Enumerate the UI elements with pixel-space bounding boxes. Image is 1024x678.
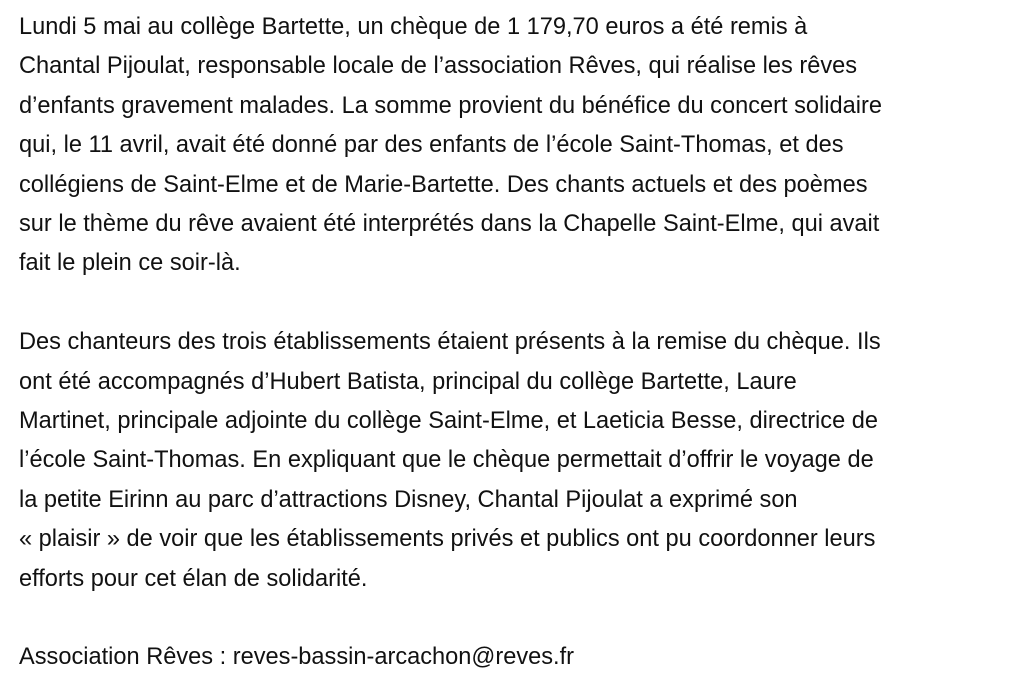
- text-line: Martinet, principale adjointe du collège Saint-Elme, et Laeticia Besse, directrice de: [19, 408, 879, 435]
- contact-line: Association Rêves : reves-bassin-arcachon@reves.fr: [19, 644, 575, 671]
- text-line: sur le thème du rêve avaient été interprétés dans la Chapelle Saint-Elme, qui avait: [19, 211, 880, 238]
- paragraph-attendees: [19, 323, 1009, 599]
- text-line: efforts pour cet élan de solidarité.: [19, 565, 368, 592]
- text-line: collégiens de Saint-Elme et de Marie-Bartette. Des chants actuels et des poèmes: [19, 171, 868, 198]
- text-line: Chantal Pijoulat, responsable locale de l’association Rêves, qui réalise les rêves: [19, 53, 858, 80]
- text-line: d’enfants gravement malades. La somme provient du bénéfice du concert solidaire: [19, 92, 882, 119]
- text-line: qui, le 11 avril, avait été donné par des enfants de l’école Saint-Thomas, et des: [19, 132, 844, 159]
- text-line: Lundi 5 mai au collège Bartette, un chèque de 1 179,70 euros a été remis à: [19, 14, 808, 40]
- text-line: ont été accompagnés d’Hubert Batista, principal du collège Bartette, Laure: [19, 368, 797, 395]
- paragraph-contact: [19, 638, 1009, 677]
- text-line: la petite Eirinn au parc d’attractions Disney, Chantal Pijoulat a exprimé son: [19, 486, 798, 513]
- text-line: fait le plein ce soir-là.: [19, 250, 241, 277]
- article-body: [19, 8, 1009, 678]
- text-line: l’école Saint-Thomas. En expliquant que le chèque permettait d’offrir le voyage de: [19, 447, 874, 474]
- text-line: « plaisir » de voir que les établissements privés et publics ont pu coordonner leurs: [19, 526, 876, 553]
- paragraph-cheque-ceremony: [19, 8, 1009, 284]
- text-line: Des chanteurs des trois établissements étaient présents à la remise du chèque. Ils: [19, 329, 881, 356]
